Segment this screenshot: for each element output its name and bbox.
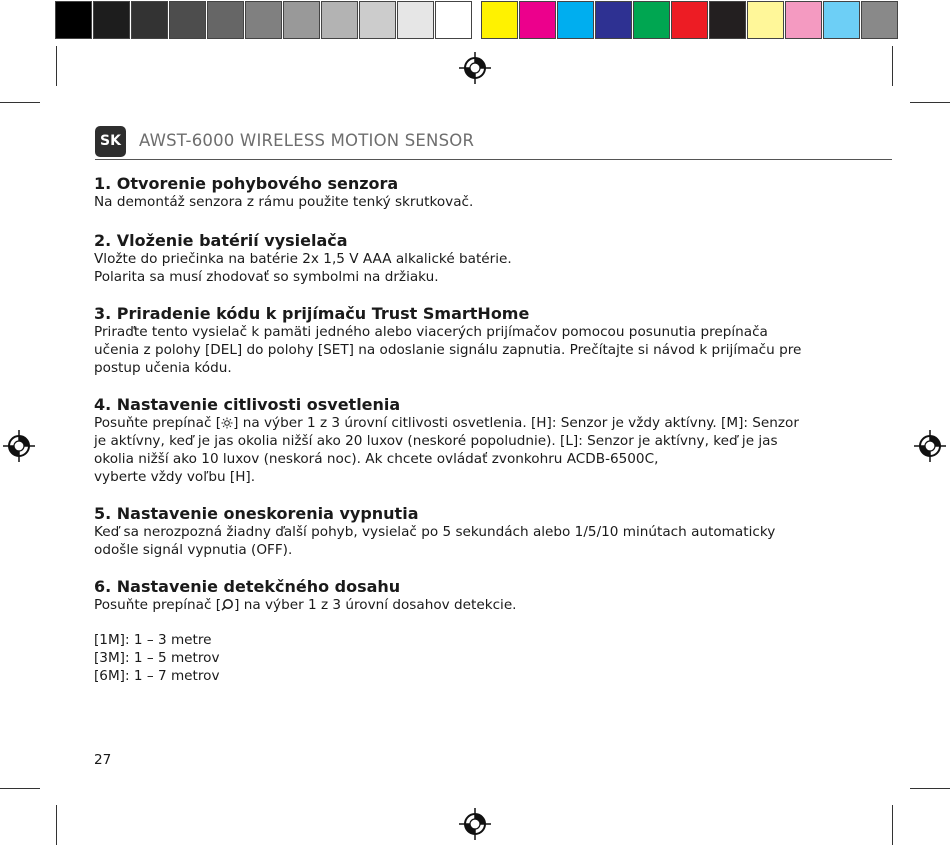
- section-text: Keď sa nerozpozná žiadny ďalší pohyb, vysielač po 5 sekundách alebo 1/5/10 minútach automaticky: [94, 524, 776, 540]
- color-swatch: [481, 1, 518, 39]
- section-text: odošle signál vypnutia (OFF).: [94, 542, 293, 558]
- crop-mark: [56, 805, 57, 845]
- document-title: AWST-6000 WIRELESS MOTION SENSOR: [139, 131, 475, 150]
- gray-swatch: [435, 1, 472, 39]
- document-header: [95, 126, 892, 158]
- list-item: [3M]: 1 – 5 metrov: [94, 650, 220, 666]
- crop-mark: [0, 788, 40, 789]
- list-item: [6M]: 1 – 7 metrov: [94, 668, 220, 684]
- header-divider: [95, 159, 892, 160]
- color-swatch: [747, 1, 784, 39]
- text-segment: Posuňte prepínač [: [94, 415, 222, 431]
- color-swatch: [557, 1, 594, 39]
- section-text: [94, 414, 799, 432]
- section-text: okolia nižší ako 10 luxov (neskorá noc). Ak chcete ovládať zvonkohru ACDB-6500C,: [94, 451, 659, 467]
- crop-mark: [910, 788, 950, 789]
- color-swatch: [633, 1, 670, 39]
- gray-swatch: [93, 1, 130, 39]
- registration-mark-icon: [459, 52, 491, 84]
- crop-mark: [0, 102, 40, 103]
- section-text: Na demontáž senzora z rámu použite tenký skrutkovač.: [94, 194, 474, 210]
- section-light-sensitivity: [94, 396, 799, 486]
- section-code-pairing: [94, 305, 801, 377]
- crop-mark: [892, 805, 893, 845]
- list-item: [1M]: 1 – 3 metre: [94, 632, 212, 648]
- crop-mark: [892, 46, 893, 86]
- page-number: 27: [94, 752, 112, 768]
- section-heading: 6. Nastavenie detekčného dosahu: [94, 577, 401, 596]
- gray-swatch: [131, 1, 168, 39]
- text-segment: Posuňte prepínač [: [94, 597, 222, 613]
- section-off-delay: [94, 505, 775, 559]
- gray-swatch: [169, 1, 206, 39]
- section-text: postup učenia kódu.: [94, 360, 232, 376]
- gray-swatch: [321, 1, 358, 39]
- detection-range-list: [94, 631, 220, 685]
- section-text: Polarita sa musí zhodovať so symbolmi na držiaku.: [94, 269, 439, 285]
- registration-mark-icon: [914, 430, 946, 462]
- section-heading: 5. Nastavenie oneskorenia vypnutia: [94, 504, 419, 523]
- color-swatch: [823, 1, 860, 39]
- gray-swatch: [245, 1, 282, 39]
- color-swatch: [861, 1, 898, 39]
- section-insert-batteries: [94, 232, 512, 286]
- color-swatch: [595, 1, 632, 39]
- color-swatch: [709, 1, 746, 39]
- section-detection-range: [94, 578, 517, 614]
- sun-icon: [221, 417, 233, 429]
- section-text: je aktívny, keď je jas okolia nižší ako 20 luxov (neskoré popoludnie). [L]: Senzor je aktívny, keď je jas: [94, 433, 778, 449]
- section-heading: 4. Nastavenie citlivosti osvetlenia: [94, 395, 401, 414]
- color-swatch: [519, 1, 556, 39]
- printer-color-bar: [0, 0, 950, 42]
- color-swatch: [671, 1, 708, 39]
- registration-mark-icon: [3, 430, 35, 462]
- crop-mark: [910, 102, 950, 103]
- section-text: [94, 596, 517, 614]
- gray-swatch: [397, 1, 434, 39]
- section-text: vyberte vždy voľbu [H].: [94, 469, 256, 485]
- section-heading: 1. Otvorenie pohybového senzora: [94, 174, 399, 193]
- section-text: Vložte do priečinka na batérie 2x 1,5 V AAA alkalické batérie.: [94, 251, 512, 267]
- gray-swatch: [283, 1, 320, 39]
- gray-swatch: [359, 1, 396, 39]
- section-open-sensor: [94, 175, 473, 211]
- text-segment: ] na výber 1 z 3 úrovní citlivosti osvetlenia. [H]: Senzor je vždy aktívny. [M]: Senzor: [233, 415, 799, 431]
- range-icon: [221, 598, 234, 611]
- text-segment: ] na výber 1 z 3 úrovní dosahov detekcie.: [234, 597, 517, 613]
- crop-mark: [56, 46, 57, 86]
- gray-swatch: [207, 1, 244, 39]
- section-text: Priraďte tento vysielač k pamäti jedného alebo viacerých prijímačov pomocou posunutia prepínača: [94, 324, 768, 340]
- section-heading: 3. Priradenie kódu k prijímaču Trust SmartHome: [94, 304, 530, 323]
- language-badge: SK: [95, 126, 126, 157]
- gray-swatch: [55, 1, 92, 39]
- section-text: učenia z polohy [DEL] do polohy [SET] na odoslanie signálu zapnutia. Prečítajte si návod k prijímaču pre: [94, 342, 802, 358]
- color-swatch: [785, 1, 822, 39]
- section-heading: 2. Vloženie batérií vysielača: [94, 231, 348, 250]
- registration-mark-icon: [459, 808, 491, 840]
